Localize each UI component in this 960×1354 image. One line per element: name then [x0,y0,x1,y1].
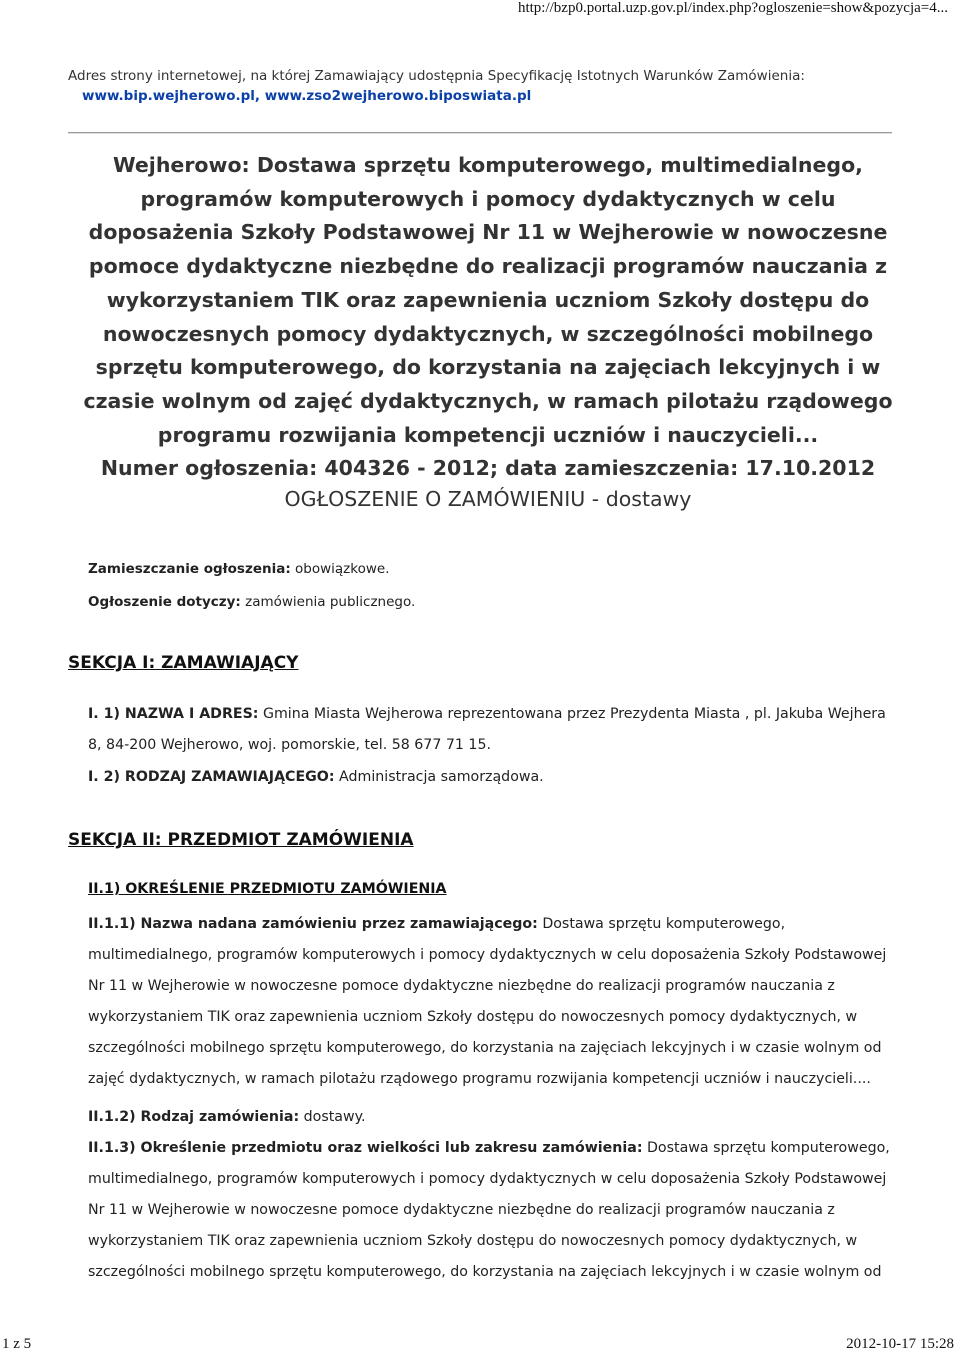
siwz-address-links [82,86,928,106]
print-header-url: http://bzp0.portal.uzp.gov.pl/index.php?ogloszenie=show&pozycja=4... [517,0,948,16]
siwz-address-intro: Adres strony internetowej, na której Zamawiający udostępnia Specyfikację Istotnych Warunków Zamówienia: [68,68,805,84]
notice-title: Wejherowo: Dostawa sprzętu komputerowego, multimedialnego, programów komputerowych i pomocy dydaktycznych w celu doposażenia Szkoły Podstawowej Nr 11 w Wejherowie w nowoczesne pomoce dydaktyczne niezbędne do realizacji programów nauczania z wykorzystaniem TIK oraz zapewnienia uczniom Szkoły dostępu do nowoczesnych pomocy dydaktycznych, w szczególności mobilnego sprzętu komputerowego, do korzystania na zajęciach lekcyjnych i w czasie wolnym od zajęć dydaktycznych, w ramach pilotażu rządowego programu rozwijania kompetencji uczniów i nauczycieli... [83,153,893,447]
notice-concerns [88,594,415,610]
notice-concerns-label: Ogłoszenie dotyczy: [88,594,241,610]
notice-title-block [68,149,908,486]
contract-name-value: Dostawa sprzętu komputerowego, multimedialnego, programów komputerowych i pomocy dydaktycznych w celu doposażenia Szkoły Podstawowej Nr 11 w Wejherowie w nowoczesne pomoce dydaktyczne niezbędne do realizacji programów nauczania z wykorzystaniem TIK oraz zapewnienia uczniom Szkoły dostępu do nowoczesnych pomocy dydaktycznych, w szczególności mobilnego sprzętu komputerowego, do korzystania na zajęciach lekcyjnych i w czasie wolnym od zajęć dydaktycznych, w ramach pilotażu rządowego programu rozwijania kompetencji uczniów i nauczycieli.... [88,916,887,1087]
siwz-address-block [68,66,928,106]
contracting-authority-name [88,699,898,761]
contracting-authority-type-label: I. 2) RODZAJ ZAMAWIAJĄCEGO: [88,769,335,785]
notice-type: OGŁOSZENIE O ZAMÓWIENIU - dostawy [284,487,692,511]
contracting-authority-name-value: Gmina Miasta Wejherowa reprezentowana przez Prezydenta Miasta , pl. Jakuba Wejhera 8, 84-200 Wejherowo, woj. pomorskie, tel. 58 677 71 15. [88,706,886,753]
contract-scope-label: II.1.3) Określenie przedmiotu oraz wielkości lub zakresu zamówienia: [88,1140,643,1156]
contract-kind-label: II.1.2) Rodzaj zamówienia: [88,1109,300,1125]
publication-mode [88,561,390,577]
section-2-heading: SEKCJA II: PRZEDMIOT ZAMÓWIENIA [68,830,414,850]
notice-concerns-value: zamówienia publicznego. [240,594,416,610]
publication-mode-value: obowiązkowe. [290,561,390,577]
notice-number-line: Numer ogłoszenia: 404326 - 2012; data zamieszczenia: 17.10.2012 [100,456,876,481]
contract-kind [88,1102,898,1133]
link-separator: , [254,88,265,104]
print-footer-datetime: 2012-10-17 15:28 [846,1336,954,1352]
contracting-authority-type-value: Administracja samorządowa. [334,769,544,785]
contract-name-label: II.1.1) Nazwa nadana zamówieniu przez zamawiającego: [88,916,538,932]
contract-scope [88,1133,898,1288]
header-divider [68,132,892,134]
school-bip-link[interactable]: www.zso2wejherowo.biposwiata.pl [264,88,532,104]
section-1-heading: SEKCJA I: ZAMAWIAJĄCY [68,653,299,673]
print-footer-page-number: 1 z 5 [2,1336,32,1352]
bip-link[interactable]: www.bip.wejherowo.pl [82,88,255,104]
contracting-authority-type [88,762,898,793]
contract-name [88,909,898,1095]
contracting-authority-name-label: I. 1) NAZWA I ADRES: [88,706,259,722]
section-2-subheading: II.1) OKREŚLENIE PRZEDMIOTU ZAMÓWIENIA [88,881,447,897]
contract-kind-value: dostawy. [299,1109,366,1125]
contract-scope-value: Dostawa sprzętu komputerowego, multimedialnego, programów komputerowych i pomocy dydaktycznych w celu doposażenia Szkoły Podstawowej Nr 11 w Wejherowie w nowoczesne pomoce dydaktyczne niezbędne do realizacji programów nauczania z wykorzystaniem TIK oraz zapewnienia uczniom Szkoły dostępu do nowoczesnych pomocy dydaktycznych, w szczególności mobilnego sprzętu komputerowego, do korzystania na zajęciach lekcyjnych i w czasie wolnym od [88,1140,890,1280]
publication-mode-label: Zamieszczanie ogłoszenia: [88,561,291,577]
